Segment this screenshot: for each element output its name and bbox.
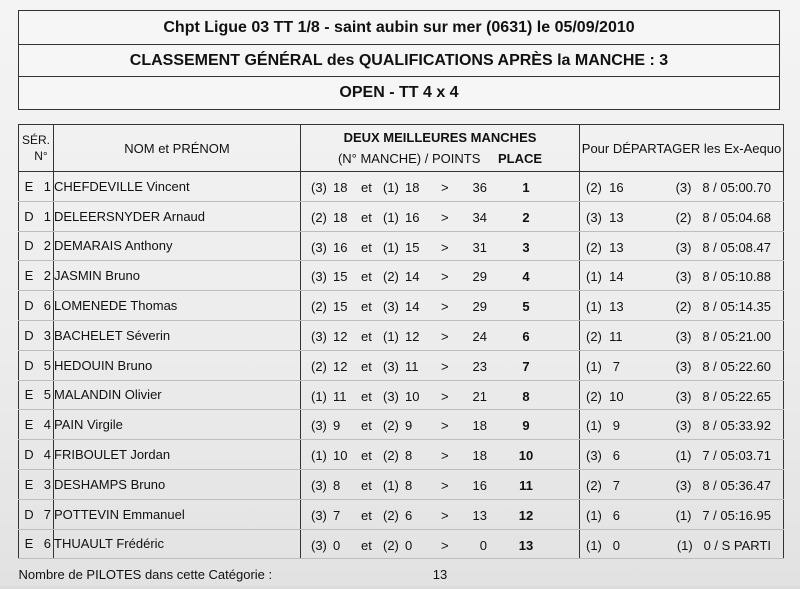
departager-1: (3) 13: [586, 209, 624, 225]
total-points: 29: [472, 269, 487, 285]
serie-letter: E: [24, 178, 34, 194]
total-points: 13: [472, 507, 487, 523]
serie-cell: [19, 440, 54, 470]
points-1: 16: [333, 239, 348, 255]
serie-cell: [19, 410, 54, 440]
manche-1: (1): [311, 448, 327, 464]
serie-cell: [19, 350, 54, 380]
serie-letter: E: [24, 476, 34, 492]
departager-cell: [580, 499, 784, 529]
departager-cell: [580, 410, 784, 440]
place-value: 4: [522, 269, 530, 285]
manche-2: (3): [383, 299, 399, 315]
table-header: [19, 125, 784, 172]
serie-number: 1: [43, 178, 51, 194]
serie-letter: D: [24, 298, 34, 314]
departager-2: (1) 7 / 05:16.95: [675, 507, 771, 523]
points-2: 0: [405, 537, 413, 553]
pilot-name: DELEERSNYDER Arnaud: [54, 201, 301, 231]
place-value: 10: [518, 448, 534, 464]
manche-1: (1): [311, 388, 327, 404]
points-2: 12: [405, 328, 420, 344]
points-1: 11: [333, 388, 347, 404]
serie-number: 7: [43, 506, 51, 522]
table-row: [19, 440, 784, 470]
serie-number: 5: [43, 387, 51, 403]
manches-cell: [301, 201, 580, 231]
et-label: et: [361, 358, 372, 374]
col-num-label: N°: [34, 149, 48, 163]
serie-letter: E: [24, 268, 34, 284]
table-row: [19, 529, 784, 559]
et-label: et: [361, 269, 372, 285]
manche-2: (2): [383, 269, 399, 285]
manches-cell: [301, 499, 580, 529]
points-1: 18: [333, 180, 348, 195]
place-value: 12: [518, 507, 534, 523]
col-deux-title: DEUX MEILLEURES MANCHES: [343, 130, 537, 145]
place-value: 13: [518, 537, 534, 553]
serie-letter: D: [24, 238, 34, 254]
manche-2: (3): [383, 358, 399, 374]
total-points: 18: [472, 418, 487, 434]
serie-letter: D: [24, 506, 34, 522]
table-row: [19, 469, 784, 499]
table-row: [19, 172, 784, 202]
serie-number: 4: [43, 447, 51, 463]
col-deux-sub-wrap: [301, 151, 579, 166]
total-points: 23: [472, 358, 487, 374]
category-title: OPEN - TT 4 x 4: [18, 76, 780, 110]
greater-sign: >: [441, 358, 449, 374]
points-1: 0: [333, 537, 341, 553]
pilot-name: DESHAMPS Bruno: [54, 469, 301, 499]
total-points: 34: [472, 209, 487, 225]
departager-1: (2) 13: [586, 239, 624, 255]
departager-1: (2) 7: [586, 477, 620, 493]
pilot-name: CHEFDEVILLE Vincent: [54, 172, 301, 202]
pilot-name: PAIN Virgile: [54, 410, 301, 440]
manche-1: (3): [311, 269, 327, 285]
table-footer: [19, 559, 784, 589]
table-row: [19, 231, 784, 261]
points-2: 16: [405, 209, 420, 225]
col-place: PLACE: [498, 151, 543, 166]
et-label: et: [361, 418, 372, 434]
footer-value: 13: [432, 566, 448, 582]
total-points: 24: [472, 328, 487, 344]
greater-sign: >: [441, 477, 449, 493]
table-row: [19, 291, 784, 321]
manches-cell: [301, 291, 580, 321]
points-2: 14: [405, 269, 420, 285]
pilot-name: MALANDIN Olivier: [54, 380, 301, 410]
col-serie: [19, 125, 54, 172]
departager-cell: [580, 231, 784, 261]
pilot-name: HEDOUIN Bruno: [54, 350, 301, 380]
col-nom: NOM et PRÉNOM: [54, 125, 301, 172]
manche-1: (2): [311, 299, 327, 315]
place-value: 8: [522, 388, 530, 404]
table-row: [19, 350, 784, 380]
points-1: 10: [333, 448, 348, 464]
manche-1: (2): [311, 209, 327, 225]
points-1: 7: [333, 507, 341, 523]
manches-cell: [301, 261, 580, 291]
manche-2: (1): [383, 180, 399, 195]
total-points: 0: [479, 537, 487, 553]
classification-title: CLASSEMENT GÉNÉRAL des QUALIFICATIONS APRÈS la MANCHE : 3: [18, 44, 780, 78]
manches-cell: [301, 320, 580, 350]
departager-2: (3) 8 / 05:22.60: [675, 358, 771, 374]
points-1: 15: [333, 269, 348, 285]
serie-cell: [19, 201, 54, 231]
serie-letter: D: [24, 447, 34, 463]
departager-2: (1) 7 / 05:03.71: [675, 448, 771, 464]
place-value: 5: [522, 299, 530, 315]
departager-1: (1) 13: [586, 299, 624, 315]
place-value: 3: [522, 239, 530, 255]
greater-sign: >: [441, 239, 449, 255]
departager-2: (3) 8 / 05:08.47: [675, 239, 771, 255]
points-1: 12: [333, 328, 348, 344]
total-points: 21: [472, 388, 487, 404]
greater-sign: >: [441, 418, 449, 434]
pilot-name: LOMENEDE Thomas: [54, 291, 301, 321]
departager-cell: [580, 201, 784, 231]
et-label: et: [361, 537, 372, 553]
manches-cell: [301, 380, 580, 410]
points-1: 12: [333, 358, 348, 374]
points-2: 15: [405, 239, 420, 255]
place-value: 9: [522, 418, 530, 434]
serie-number: 6: [43, 298, 51, 314]
et-label: et: [361, 448, 372, 464]
total-points: 31: [472, 239, 487, 255]
serie-number: 1: [43, 208, 51, 224]
serie-cell: [19, 499, 54, 529]
departager-2: (1) 0 / S PARTI: [676, 537, 771, 553]
points-1: 8: [333, 477, 341, 493]
departager-cell: [580, 469, 784, 499]
points-2: 18: [405, 180, 420, 195]
et-label: et: [361, 507, 372, 523]
col-departager: Pour DÉPARTAGER les Ex-Aequo: [580, 125, 784, 172]
total-points: 29: [472, 299, 487, 315]
points-2: 8: [405, 448, 413, 464]
pilot-name: BACHELET Séverin: [54, 320, 301, 350]
departager-2: (3) 8 / 05:33.92: [675, 418, 771, 434]
manche-1: (2): [311, 358, 327, 374]
et-label: et: [361, 328, 372, 344]
greater-sign: >: [441, 507, 449, 523]
table-row: [19, 410, 784, 440]
points-1: 15: [333, 299, 348, 315]
points-2: 8: [405, 477, 413, 493]
serie-letter: E: [24, 417, 34, 433]
greater-sign: >: [441, 388, 449, 404]
points-1: 18: [333, 209, 348, 225]
col-manche-points: (N° MANCHE) / POINTS: [337, 151, 481, 166]
serie-letter: D: [24, 327, 34, 343]
footer-label: Nombre de PILOTES dans cette Catégorie :: [18, 566, 273, 582]
departager-1: (2) 10: [586, 388, 624, 404]
manche-2: (2): [383, 418, 399, 434]
manches-cell: [301, 529, 580, 559]
et-label: et: [361, 299, 372, 315]
departager-2: (3) 8 / 05:21.00: [675, 328, 771, 344]
place-value: 11: [519, 477, 533, 493]
serie-cell: [19, 320, 54, 350]
place-value: 7: [522, 358, 530, 374]
departager-2: (3) 8 / 05:22.65: [675, 388, 771, 404]
points-1: 9: [333, 418, 341, 434]
pilot-name: FRIBOULET Jordan: [54, 440, 301, 470]
table-row: [19, 320, 784, 350]
serie-cell: [19, 231, 54, 261]
manche-2: (1): [383, 209, 399, 225]
departager-1: (1) 14: [586, 269, 624, 285]
manche-1: (3): [311, 180, 327, 195]
total-points: 16: [472, 477, 487, 493]
col-deux-manches: [301, 125, 580, 172]
greater-sign: >: [441, 448, 449, 464]
serie-number: 2: [43, 238, 51, 254]
serie-cell: [19, 469, 54, 499]
points-2: 6: [405, 507, 413, 523]
points-2: 9: [405, 418, 413, 434]
points-2: 10: [405, 388, 420, 404]
departager-2: (2) 8 / 05:04.68: [675, 209, 771, 225]
greater-sign: >: [441, 537, 449, 553]
place-value: 6: [522, 328, 530, 344]
departager-cell: [580, 261, 784, 291]
departager-2: (3) 8 / 05:10.88: [675, 269, 771, 285]
table-row: [19, 201, 784, 231]
manche-2: (1): [383, 239, 399, 255]
manche-2: (1): [383, 477, 399, 493]
pilot-name: JASMIN Bruno: [54, 261, 301, 291]
manche-1: (3): [311, 537, 327, 553]
place-value: 2: [522, 209, 530, 225]
manche-1: (3): [311, 477, 327, 493]
manches-cell: [301, 172, 580, 202]
serie-letter: D: [24, 357, 34, 373]
serie-cell: [19, 380, 54, 410]
table-row: [19, 261, 784, 291]
et-label: et: [361, 388, 372, 404]
greater-sign: >: [441, 209, 449, 225]
manche-2: (2): [383, 448, 399, 464]
serie-number: 5: [43, 357, 51, 373]
departager-1: (3) 6: [586, 448, 620, 464]
departager-cell: [580, 320, 784, 350]
serie-letter: E: [24, 536, 34, 552]
et-label: et: [361, 209, 372, 225]
departager-cell: [580, 440, 784, 470]
departager-cell: [580, 529, 784, 559]
table-row: [19, 380, 784, 410]
table-row: [19, 499, 784, 529]
serie-letter: E: [24, 387, 34, 403]
departager-1: (1) 6: [586, 507, 620, 523]
manche-2: (2): [383, 507, 399, 523]
serie-cell: [19, 172, 54, 202]
serie-number: 2: [43, 268, 51, 284]
total-points: 36: [472, 180, 487, 195]
departager-1: (1) 9: [586, 418, 620, 434]
serie-number: 6: [43, 536, 51, 552]
greater-sign: >: [441, 328, 449, 344]
manche-1: (3): [311, 328, 327, 344]
greater-sign: >: [441, 180, 449, 195]
footer-empty: [580, 559, 784, 589]
departager-2: (3) 8 / 05:00.70: [675, 180, 771, 195]
departager-1: (2) 11: [586, 328, 623, 344]
departager-1: (1) 0: [586, 537, 620, 553]
et-label: et: [361, 477, 372, 493]
points-2: 14: [405, 299, 420, 315]
manche-1: (3): [311, 239, 327, 255]
departager-1: (1) 7: [586, 358, 620, 374]
departager-cell: [580, 291, 784, 321]
departager-2: (2) 8 / 05:14.35: [675, 299, 771, 315]
greater-sign: >: [441, 269, 449, 285]
pilot-name: THUAULT Frédéric: [54, 529, 301, 559]
departager-cell: [580, 350, 784, 380]
manches-cell: [301, 231, 580, 261]
et-label: et: [361, 239, 372, 255]
manches-cell: [301, 469, 580, 499]
manche-2: (1): [383, 328, 399, 344]
departager-2: (3) 8 / 05:36.47: [675, 477, 771, 493]
manche-2: (3): [383, 388, 399, 404]
et-label: et: [361, 180, 372, 195]
serie-number: 3: [43, 476, 51, 492]
serie-cell: [19, 291, 54, 321]
greater-sign: >: [441, 299, 449, 315]
col-serie-label: SÉR.: [21, 133, 50, 147]
event-title: Chpt Ligue 03 TT 1/8 - saint aubin sur mer (0631) le 05/09/2010: [18, 10, 780, 46]
pilot-name: DEMARAIS Anthony: [54, 231, 301, 261]
place-value: 1: [522, 180, 530, 195]
manches-cell: [301, 410, 580, 440]
serie-number: 4: [43, 417, 51, 433]
serie-cell: [19, 529, 54, 559]
serie-letter: D: [24, 208, 34, 224]
manches-cell: [301, 350, 580, 380]
serie-number: 3: [43, 327, 51, 343]
departager-1: (2) 16: [586, 180, 624, 195]
table-body: [19, 172, 784, 559]
manche-2: (2): [383, 537, 399, 553]
pilot-name: POTTEVIN Emmanuel: [54, 499, 301, 529]
manche-1: (3): [311, 418, 327, 434]
points-2: 11: [405, 358, 419, 374]
manches-cell: [301, 440, 580, 470]
results-table: [18, 124, 784, 589]
departager-cell: [580, 380, 784, 410]
departager-cell: [580, 172, 784, 202]
serie-cell: [19, 261, 54, 291]
total-points: 18: [472, 448, 487, 464]
manche-1: (3): [311, 507, 327, 523]
